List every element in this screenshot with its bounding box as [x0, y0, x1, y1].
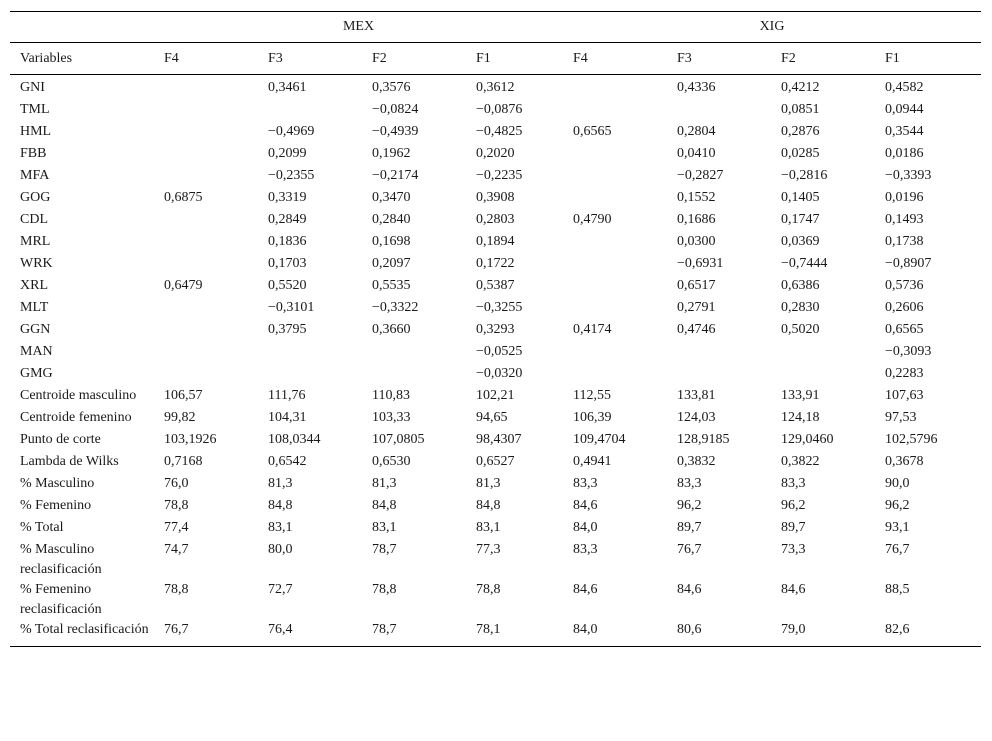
cell-mex-f2: 83,1 [372, 520, 397, 535]
cell-variable: GNI [20, 80, 45, 95]
cell-xig-f4: 0,4174 [573, 322, 612, 337]
cell-xig-f1: 0,1493 [885, 212, 924, 227]
cell-mex-f4: 99,82 [164, 410, 196, 425]
cell-xig-f4: 83,3 [573, 542, 598, 557]
cell-variable: Lambda de Wilks [20, 454, 119, 469]
cell-xig-f2: 0,2830 [781, 300, 820, 315]
table-row [10, 122, 981, 144]
cell-mex-f4 [154, 144, 258, 166]
cell-mex-f3: 0,3461 [268, 80, 307, 95]
column-header-xig-f3: F3 [667, 43, 771, 75]
cell-mex-f4: 106,57 [164, 388, 203, 403]
cell-xig-f3: 76,7 [677, 542, 702, 557]
cell-xig-f3 [667, 364, 771, 386]
cell-xig-f4: 84,0 [563, 620, 667, 647]
cell-xig-f3: 84,6 [677, 582, 702, 597]
table-row [10, 298, 981, 320]
cell-mex-f2: 110,83 [372, 388, 410, 403]
cell-xig-f2: 133,91 [781, 388, 820, 403]
cell-xig-f1: 107,63 [885, 388, 924, 403]
column-header-variables: Variables [10, 43, 154, 75]
cell-mex-f2: −0,2174 [372, 168, 419, 183]
cell-xig-f3: 83,3 [677, 476, 702, 491]
cell-xig-f3: 0,2791 [677, 300, 716, 315]
cell-mex-f4 [154, 100, 258, 122]
cell-variable: MRL [20, 234, 51, 249]
cell-mex-f1: 0,5387 [476, 278, 515, 293]
cell-variable: % Total reclasificación [10, 620, 154, 647]
cell-mex-f4 [154, 75, 258, 101]
table-row [10, 364, 981, 386]
data-table-wrapper [10, 11, 981, 647]
cell-variable: GOG [20, 190, 51, 205]
cell-xig-f1: 90,0 [885, 476, 910, 491]
cell-mex-f1: −0,3255 [476, 300, 523, 315]
cell-xig-f2: 0,1747 [781, 212, 820, 227]
cell-variable: FBB [20, 146, 47, 161]
cell-xig-f3: −0,2827 [677, 168, 724, 183]
cell-mex-f4: 78,8 [164, 582, 189, 597]
cell-xig-f2 [771, 364, 875, 386]
cell-mex-f3: −0,4969 [268, 124, 315, 139]
cell-xig-f4: 109,4704 [573, 432, 626, 447]
cell-variable: Centroide masculino [20, 388, 137, 403]
cell-mex-f3: 0,3319 [268, 190, 307, 205]
cell-mex-f1: 77,3 [476, 542, 501, 557]
cell-mex-f1: −0,4825 [476, 124, 523, 139]
cell-xig-f2: 84,6 [781, 582, 806, 597]
cell-xig-f3: 96,2 [677, 498, 702, 513]
cell-mex-f3: 83,1 [268, 520, 293, 535]
cell-xig-f4: 106,39 [573, 410, 612, 425]
cell-xig-f1: 102,5796 [885, 432, 938, 447]
cell-xig-f2: 0,5020 [781, 322, 820, 337]
table-row [10, 620, 981, 647]
cell-mex-f2: 78,8 [372, 582, 397, 597]
cell-mex-f3 [258, 342, 362, 364]
table-row [10, 144, 981, 166]
cell-xig-f2: 73,3 [781, 542, 806, 557]
cell-xig-f1: 0,4582 [885, 80, 924, 95]
column-header-mex-f3: F3 [258, 43, 362, 75]
cell-mex-f2: 0,3470 [372, 190, 411, 205]
cell-variable: Punto de corte [20, 432, 101, 447]
cell-xig-f1: −0,3393 [885, 168, 932, 183]
cell-xig-f2: 0,6386 [781, 278, 820, 293]
table-row [10, 276, 981, 298]
cell-mex-f3: 80,0 [268, 542, 293, 557]
cell-mex-f3: 108,0344 [268, 432, 321, 447]
cell-variable: CDL [20, 212, 48, 227]
cell-mex-f4: 76,0 [164, 476, 189, 491]
cell-mex-f2: −0,0824 [372, 102, 419, 117]
cell-mex-f3: 111,76 [268, 388, 306, 403]
group-header-xig: XIG [563, 12, 981, 43]
cell-mex-f1: 84,8 [476, 498, 501, 513]
cell-xig-f1: 82,6 [875, 620, 981, 647]
table-row [10, 580, 981, 620]
table-row [10, 408, 981, 430]
cell-mex-f2: 78,7 [362, 620, 466, 647]
cell-mex-f2 [362, 342, 466, 364]
cell-mex-f1: 0,6527 [476, 454, 515, 469]
cell-xig-f4: 84,0 [573, 520, 598, 535]
group-header-spacer [10, 12, 154, 43]
cell-xig-f2: 0,3822 [781, 454, 820, 469]
cell-mex-f2: 107,0805 [372, 432, 425, 447]
cell-mex-f1: 102,21 [476, 388, 515, 403]
cell-xig-f3 [667, 100, 771, 122]
cell-variable: XRL [20, 278, 48, 293]
cell-mex-f4 [154, 210, 258, 232]
cell-variable: MFA [20, 168, 50, 183]
cell-xig-f1: 0,1738 [885, 234, 924, 249]
cell-xig-f2: −0,7444 [781, 256, 828, 271]
cell-mex-f4 [154, 298, 258, 320]
cell-mex-f3: 0,5520 [268, 278, 307, 293]
cell-mex-f4 [154, 342, 258, 364]
cell-xig-f2: 83,3 [781, 476, 806, 491]
cell-xig-f4 [563, 166, 667, 188]
cell-xig-f1: 76,7 [885, 542, 910, 557]
cell-xig-f3 [667, 342, 771, 364]
cell-mex-f2 [362, 364, 466, 386]
table-row [10, 342, 981, 364]
cell-xig-f3: 128,9185 [677, 432, 730, 447]
cell-mex-f1: 0,3612 [476, 80, 515, 95]
cell-xig-f4: 112,55 [573, 388, 611, 403]
cell-xig-f3: 133,81 [677, 388, 716, 403]
cell-mex-f4: 0,7168 [164, 454, 203, 469]
cell-mex-f1: 83,1 [476, 520, 501, 535]
cell-xig-f4: 83,3 [573, 476, 598, 491]
cell-mex-f4: 74,7 [164, 542, 189, 557]
cell-xig-f3: −0,6931 [677, 256, 724, 271]
cell-xig-f4 [563, 254, 667, 276]
cell-xig-f3: 0,1552 [677, 190, 716, 205]
cell-xig-f3: 0,0300 [677, 234, 716, 249]
cell-xig-f2: 89,7 [781, 520, 806, 535]
cell-mex-f3: 0,3795 [268, 322, 307, 337]
cell-mex-f1: −0,0525 [476, 344, 523, 359]
table-row [10, 232, 981, 254]
cell-mex-f4 [154, 166, 258, 188]
cell-mex-f2: 0,2840 [372, 212, 411, 227]
cell-mex-f1: 0,1894 [476, 234, 515, 249]
cell-xig-f2: 0,1405 [781, 190, 820, 205]
cell-mex-f4: 0,6875 [164, 190, 203, 205]
cell-mex-f3: −0,3101 [268, 300, 315, 315]
cell-xig-f2: 0,0851 [781, 102, 820, 117]
cell-xig-f1: 0,5736 [885, 278, 924, 293]
cell-mex-f2: 0,2097 [372, 256, 411, 271]
cell-mex-f3: 104,31 [268, 410, 307, 425]
table-row [10, 518, 981, 540]
column-header-mex-f1: F1 [466, 43, 563, 75]
cell-xig-f3: 0,0410 [677, 146, 716, 161]
table-row [10, 254, 981, 276]
column-header-xig-f2: F2 [771, 43, 875, 75]
cell-mex-f1: 78,1 [466, 620, 563, 647]
cell-xig-f1: 88,5 [885, 582, 910, 597]
cell-xig-f3: 0,3832 [677, 454, 716, 469]
cell-mex-f1: 81,3 [476, 476, 501, 491]
table-row [10, 320, 981, 342]
cell-mex-f1: −0,0320 [476, 366, 523, 381]
cell-mex-f1: 0,3293 [476, 322, 515, 337]
cell-mex-f3 [258, 364, 362, 386]
cell-xig-f3: 0,1686 [677, 212, 716, 227]
discriminant-table [10, 11, 981, 647]
cell-variable: % Total [20, 520, 64, 535]
cell-mex-f4: 78,8 [164, 498, 189, 513]
cell-xig-f4: 0,4941 [573, 454, 612, 469]
cell-variable: % Masculino reclasificación [20, 542, 102, 577]
column-header-xig-f1: F1 [875, 43, 981, 75]
cell-xig-f4 [563, 276, 667, 298]
table-row [10, 474, 981, 496]
cell-xig-f3: 0,6517 [677, 278, 716, 293]
table-body [10, 75, 981, 647]
cell-xig-f2 [771, 342, 875, 364]
cell-xig-f1: 0,2606 [885, 300, 924, 315]
cell-mex-f1: 94,65 [476, 410, 508, 425]
cell-mex-f4: 103,1926 [164, 432, 217, 447]
cell-mex-f3: 72,7 [268, 582, 293, 597]
cell-xig-f1: 0,0196 [885, 190, 924, 205]
cell-xig-f2: 124,18 [781, 410, 820, 425]
cell-xig-f2: 79,0 [771, 620, 875, 647]
cell-mex-f2: 84,8 [372, 498, 397, 513]
cell-xig-f3: 0,4746 [677, 322, 716, 337]
group-header-mex: MEX [154, 12, 563, 43]
cell-mex-f4 [154, 232, 258, 254]
cell-xig-f2: 0,0285 [781, 146, 820, 161]
table-row [10, 166, 981, 188]
cell-xig-f2: −0,2816 [781, 168, 828, 183]
cell-xig-f1: −0,3093 [885, 344, 932, 359]
cell-variable: MAN [20, 344, 53, 359]
cell-mex-f3 [258, 100, 362, 122]
cell-xig-f1: 0,0186 [885, 146, 924, 161]
table-row [10, 210, 981, 232]
cell-variable: % Masculino [20, 476, 95, 491]
cell-mex-f4: 76,7 [154, 620, 258, 647]
cell-variable: WRK [20, 256, 53, 271]
cell-xig-f2: 96,2 [781, 498, 806, 513]
cell-xig-f4 [563, 364, 667, 386]
cell-mex-f2: 103,33 [372, 410, 411, 425]
column-header-row [10, 43, 981, 75]
cell-variable: % Femenino reclasificación [20, 582, 102, 617]
cell-mex-f2: 0,3660 [372, 322, 411, 337]
cell-mex-f1: −0,0876 [476, 102, 523, 117]
table-row [10, 496, 981, 518]
cell-xig-f4 [563, 232, 667, 254]
table-row [10, 100, 981, 122]
cell-mex-f3: 0,1836 [268, 234, 307, 249]
cell-mex-f1: 78,8 [476, 582, 501, 597]
cell-mex-f1: 98,4307 [476, 432, 522, 447]
cell-mex-f2: 0,6530 [372, 454, 411, 469]
cell-mex-f4 [154, 254, 258, 276]
table-row [10, 540, 981, 580]
table-row [10, 386, 981, 408]
cell-xig-f4: 0,6565 [573, 124, 612, 139]
cell-xig-f3: 0,4336 [677, 80, 716, 95]
cell-xig-f1: 93,1 [885, 520, 910, 535]
cell-xig-f1: 0,3678 [885, 454, 924, 469]
cell-xig-f2: 0,2876 [781, 124, 820, 139]
cell-mex-f1: −0,2235 [476, 168, 523, 183]
cell-mex-f3: 76,4 [258, 620, 362, 647]
cell-mex-f3: 0,2099 [268, 146, 307, 161]
cell-xig-f1: 97,53 [885, 410, 917, 425]
cell-xig-f3: 80,6 [667, 620, 771, 647]
cell-xig-f1: 0,6565 [885, 322, 924, 337]
cell-xig-f4 [563, 75, 667, 101]
table-row [10, 75, 981, 101]
cell-xig-f1: −0,8907 [885, 256, 932, 271]
cell-mex-f2: 0,1698 [372, 234, 411, 249]
cell-mex-f3: 0,1703 [268, 256, 307, 271]
cell-xig-f1: 0,3544 [885, 124, 924, 139]
cell-xig-f3: 0,2804 [677, 124, 716, 139]
cell-mex-f2: 81,3 [372, 476, 397, 491]
cell-xig-f2: 0,4212 [781, 80, 820, 95]
cell-mex-f2: 0,3576 [372, 80, 411, 95]
cell-xig-f1: 0,0944 [885, 102, 924, 117]
cell-mex-f3: 84,8 [268, 498, 293, 513]
cell-mex-f2: 0,5535 [372, 278, 411, 293]
cell-variable: % Femenino [20, 498, 92, 513]
table-row [10, 188, 981, 210]
cell-xig-f4: 84,6 [573, 582, 598, 597]
cell-xig-f1: 96,2 [885, 498, 910, 513]
cell-xig-f4 [563, 342, 667, 364]
cell-variable: Centroide femenino [20, 410, 132, 425]
group-header-row [10, 12, 981, 43]
cell-mex-f2: 78,7 [372, 542, 397, 557]
cell-xig-f1: 0,2283 [885, 366, 924, 381]
cell-variable: HML [20, 124, 52, 139]
cell-xig-f3: 124,03 [677, 410, 716, 425]
cell-xig-f4: 84,6 [573, 498, 598, 513]
cell-mex-f3: 0,6542 [268, 454, 307, 469]
cell-mex-f4 [154, 364, 258, 386]
cell-mex-f1: 0,2020 [476, 146, 515, 161]
cell-mex-f3: 0,2849 [268, 212, 307, 227]
cell-mex-f1: 0,2803 [476, 212, 515, 227]
cell-mex-f3: −0,2355 [268, 168, 315, 183]
cell-xig-f2: 129,0460 [781, 432, 834, 447]
cell-mex-f1: 0,1722 [476, 256, 515, 271]
cell-mex-f4: 77,4 [164, 520, 189, 535]
cell-variable: GMG [20, 366, 53, 381]
table-row [10, 452, 981, 474]
cell-xig-f4 [563, 298, 667, 320]
cell-xig-f3: 89,7 [677, 520, 702, 535]
cell-xig-f4 [563, 188, 667, 210]
cell-xig-f4 [563, 144, 667, 166]
column-header-xig-f4: F4 [563, 43, 667, 75]
cell-variable: TML [20, 102, 50, 117]
cell-xig-f4 [563, 100, 667, 122]
cell-xig-f4: 0,4790 [573, 212, 612, 227]
cell-xig-f2: 0,0369 [781, 234, 820, 249]
cell-mex-f3: 81,3 [268, 476, 293, 491]
cell-mex-f2: −0,3322 [372, 300, 419, 315]
column-header-mex-f2: F2 [362, 43, 466, 75]
column-header-mex-f4: F4 [154, 43, 258, 75]
cell-mex-f2: 0,1962 [372, 146, 411, 161]
cell-variable: GGN [20, 322, 51, 337]
cell-mex-f4: 0,6479 [164, 278, 203, 293]
cell-variable: MLT [20, 300, 49, 315]
cell-mex-f4 [154, 320, 258, 342]
cell-mex-f1: 0,3908 [476, 190, 515, 205]
cell-mex-f2: −0,4939 [372, 124, 419, 139]
cell-mex-f4 [154, 122, 258, 144]
table-row [10, 430, 981, 452]
